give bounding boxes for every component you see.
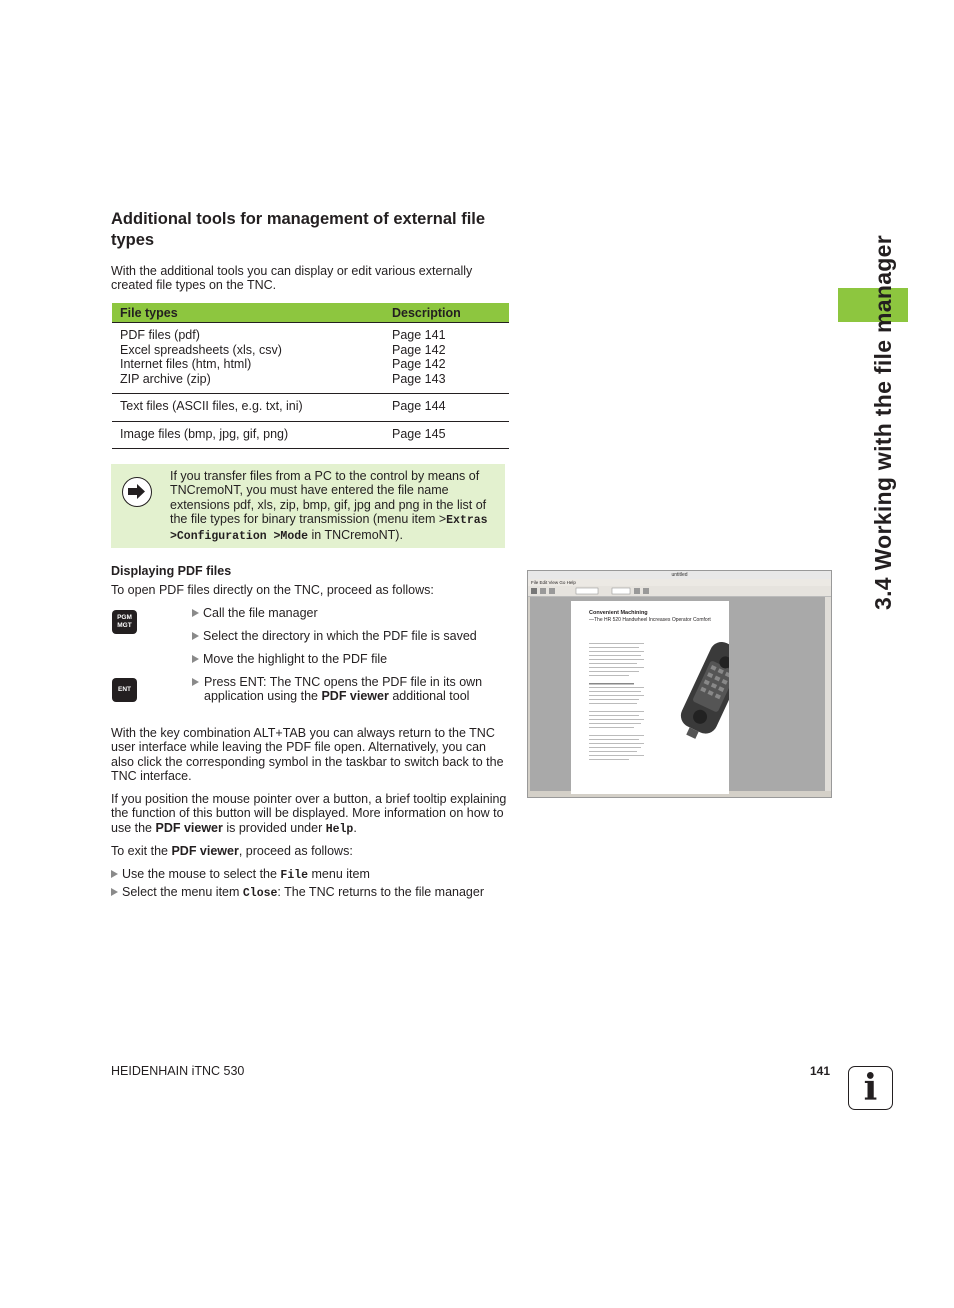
menu-code: Help — [325, 822, 354, 836]
step-item — [192, 606, 502, 620]
table-row — [112, 323, 509, 394]
cell-file-type: Internet files (htm, html) — [120, 357, 252, 371]
note-text-part: in TNCremoNT). — [308, 528, 403, 543]
note-text — [170, 469, 500, 544]
chapter-side-title: 3.4 Working with the file manager — [870, 235, 896, 610]
bullet-triangle-icon — [111, 870, 118, 878]
step-text: additional tool — [388, 689, 470, 704]
note-text-part: If you transfer files from a PC to the control by means of TNCremoNT, you must have entered the file name extensions pdf, xls, zip, bmp, gif, jpg and png in the list of the file types for binary transmission (menu item > — [170, 469, 487, 526]
pgm-mgt-key — [112, 610, 137, 634]
para-text: . — [353, 820, 357, 835]
menu-code: Extras — [446, 513, 488, 527]
cell-page-ref: Page 142 — [392, 357, 446, 371]
step-item — [192, 675, 494, 704]
file-types-table — [112, 303, 509, 449]
cell-page-ref: Page 145 — [392, 426, 446, 441]
key-label: ENT — [118, 686, 131, 693]
bullet-triangle-icon — [111, 888, 118, 896]
section-title: Additional tools for management of external file types — [111, 210, 486, 249]
table-header-row — [112, 303, 509, 323]
step-text: Call the file manager — [203, 606, 318, 620]
step-text: : The TNC returns to the file manager — [277, 885, 485, 899]
subintro: To open PDF files directly on the TNC, proceed as follows: — [111, 583, 434, 597]
pdf-page — [571, 601, 729, 794]
viewer-scrollbar[interactable] — [825, 597, 831, 791]
info-glyph: i — [863, 1067, 878, 1109]
para-text-bold: PDF viewer — [155, 820, 223, 835]
step-text-bold: PDF viewer — [321, 689, 389, 704]
exit-step — [111, 885, 511, 901]
key-label: MGT — [117, 622, 132, 629]
info-icon — [848, 1066, 893, 1110]
tooltip-paragraph — [111, 792, 509, 837]
bullet-triangle-icon — [192, 655, 199, 663]
viewer-toolbar — [528, 586, 831, 597]
menu-code: >Configuration >Mode — [170, 530, 309, 544]
step-text: Move the highlight to the PDF file — [203, 652, 388, 666]
cell-page-ref: Page 142 — [392, 342, 446, 357]
cell-page-ref: Page 144 — [392, 399, 446, 413]
step-text: Press ENT: The TNC opens the PDF file in its own application using the — [204, 675, 483, 704]
pdf-doc-subtitle: —The HR 520 Handwheel Increases Operator Comfort — [589, 617, 711, 623]
cell-page-ref: Page 141 — [392, 328, 446, 342]
cell-file-type: Image files (bmp, jpg, gif, png) — [120, 426, 289, 441]
para-text: , proceed as follows: — [238, 844, 353, 858]
menu-code: File — [280, 869, 309, 882]
viewer-titlebar: untitled — [528, 571, 831, 580]
table-row — [112, 394, 509, 422]
cell-file-type: ZIP archive (zip) — [120, 371, 211, 386]
step-text: Select the directory in which the PDF file is saved — [203, 629, 477, 643]
bullet-triangle-icon — [192, 632, 199, 640]
para-text: If you position the mouse pointer over a button, a brief tooltip explaining the function of this button will be displayed. More information on how to use the — [111, 792, 507, 835]
table-row — [112, 421, 509, 449]
cell-file-type: PDF files (pdf) — [120, 328, 200, 342]
bullet-triangle-icon — [192, 609, 199, 617]
key-label: PGM — [117, 614, 132, 621]
footer-product: HEIDENHAIN iTNC 530 — [111, 1064, 245, 1078]
exit-paragraph — [111, 844, 509, 858]
exit-step — [111, 867, 511, 883]
pdf-viewer-screenshot — [527, 570, 832, 798]
col-header-description: Description — [392, 303, 509, 323]
alt-tab-paragraph: With the key combination ALT+TAB you can always return to the TNC user interface while leaving the PDF file open. Alternatively, you can also click the corresponding symbol in the taskbar to switch back to the TNC interface. — [111, 726, 504, 783]
col-header-file-types: File types — [112, 303, 392, 323]
intro-paragraph: With the additional tools you can display or edit various externally created file types on the TNC. — [111, 264, 473, 293]
cell-file-type: Text files (ASCII files, e.g. txt, ini) — [120, 399, 303, 413]
cell-file-type: Excel spreadsheets (xls, csv) — [120, 342, 282, 357]
para-text: To exit the — [111, 844, 172, 858]
menu-code: Close — [242, 887, 278, 900]
pdf-doc-title: Convenient Machining — [589, 610, 648, 616]
para-text: is provided under — [222, 820, 326, 835]
page-number: 141 — [810, 1064, 831, 1078]
subheading: Displaying PDF files — [111, 564, 232, 578]
step-text: Select the menu item — [122, 885, 243, 899]
step-item — [192, 629, 502, 643]
viewer-canvas — [530, 597, 825, 791]
viewer-menubar: File Edit View Go Help — [528, 579, 831, 586]
step-item — [192, 652, 502, 666]
cell-page-ref: Page 143 — [392, 371, 446, 386]
para-text-bold: PDF viewer — [171, 844, 239, 858]
arrow-right-icon — [122, 477, 152, 507]
step-text: menu item — [308, 867, 370, 881]
bullet-triangle-icon — [192, 678, 199, 686]
ent-key — [112, 678, 137, 702]
step-text: Use the mouse to select the — [122, 867, 281, 881]
pdf-page-graphics — [571, 601, 729, 794]
